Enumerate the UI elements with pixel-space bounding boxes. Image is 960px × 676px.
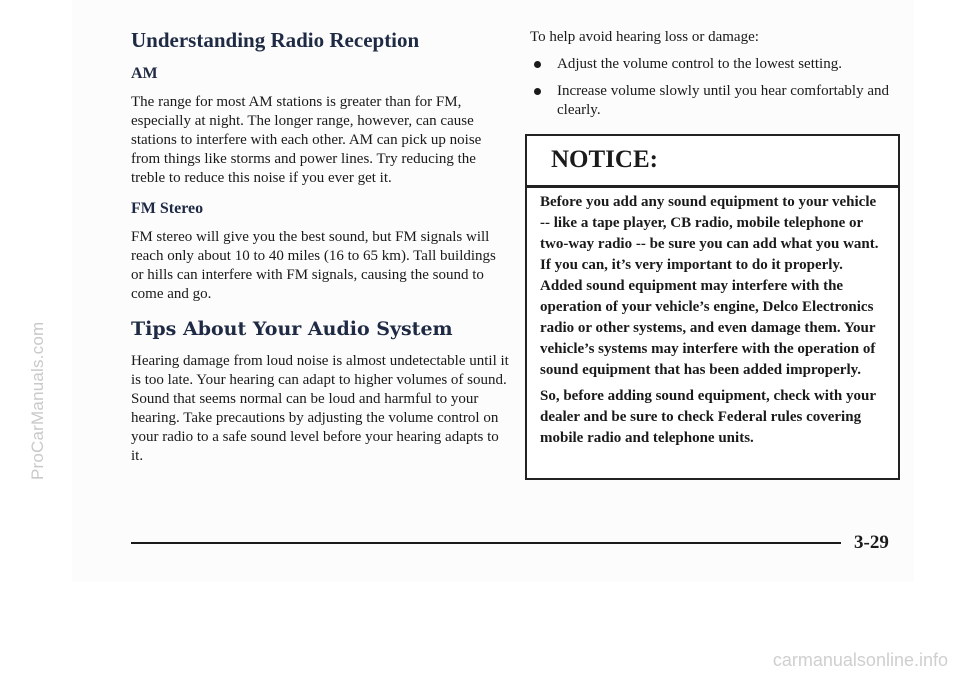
notice-paragraph: Before you add any sound equipment to your vehicle -- like a tape player, CB radio, mobile telephone or two-way radio -- be sure you can add what you want. If you can, it’s very important to do it properly. Added sound equipment may interfere with the operation of your vehicle’s engine, Delco Electronics radio or other systems, and even damage them. Your vehicle’s systems may interfere with the operation of sound equipment that has been added improperly. xyxy=(540,194,879,378)
am-paragraph: The range for most AM stations is greater than for FM, especially at night. The longer range, however, can cause stations to interfere with each other. AM can pick up noise from things like storms and power lines. Try reducing the treble to reduce this noise if you ever get it. xyxy=(131,94,482,186)
side-watermark: ProCarManuals.com xyxy=(28,321,47,480)
left-column xyxy=(131,28,509,478)
footer-rule xyxy=(131,542,841,544)
hearing-intro: To help avoid hearing loss or damage: xyxy=(530,29,759,45)
notice-title: NOTICE: xyxy=(551,146,658,173)
hearing-tips-list xyxy=(530,55,902,120)
right-column xyxy=(530,28,902,128)
bullet-icon xyxy=(534,88,541,95)
list-item xyxy=(530,55,902,74)
section-heading-audio-tips: Tips About Your Audio System xyxy=(131,318,453,340)
notice-header xyxy=(527,136,898,188)
list-item-text: Increase volume slowly until you hear comfortably and clearly. xyxy=(557,83,889,118)
notice-body xyxy=(540,192,884,454)
subheading-am: AM xyxy=(131,65,158,82)
bottom-watermark: carmanualsonline.info xyxy=(772,650,948,670)
fm-paragraph: FM stereo will give you the best sound, but FM signals will reach only about 10 to 40 miles (16 to 65 km). Tall buildings or hills can interfere with FM signals, causing the sound to come and go. xyxy=(131,229,496,302)
bullet-icon xyxy=(534,61,541,68)
list-item-text: Adjust the volume control to the lowest setting. xyxy=(557,56,842,72)
tips-paragraph: Hearing damage from loud noise is almost undetectable until it is too late. Your hearing can adapt to higher volumes of sound. Sound that seems normal can be loud and harmful to your hearing. Take precautions by adjusting the volume control on your radio to a safe sound level before your hearing adapts to it. xyxy=(131,353,509,464)
page-number: 3-29 xyxy=(854,532,889,553)
notice-paragraph: So, before adding sound equipment, check with your dealer and be sure to check Federal rules covering mobile radio and telephone units. xyxy=(540,388,876,446)
notice-box xyxy=(525,134,900,480)
subheading-fm-stereo: FM Stereo xyxy=(131,200,204,217)
section-heading-radio-reception: Understanding Radio Reception xyxy=(131,28,420,52)
list-item xyxy=(530,82,902,120)
